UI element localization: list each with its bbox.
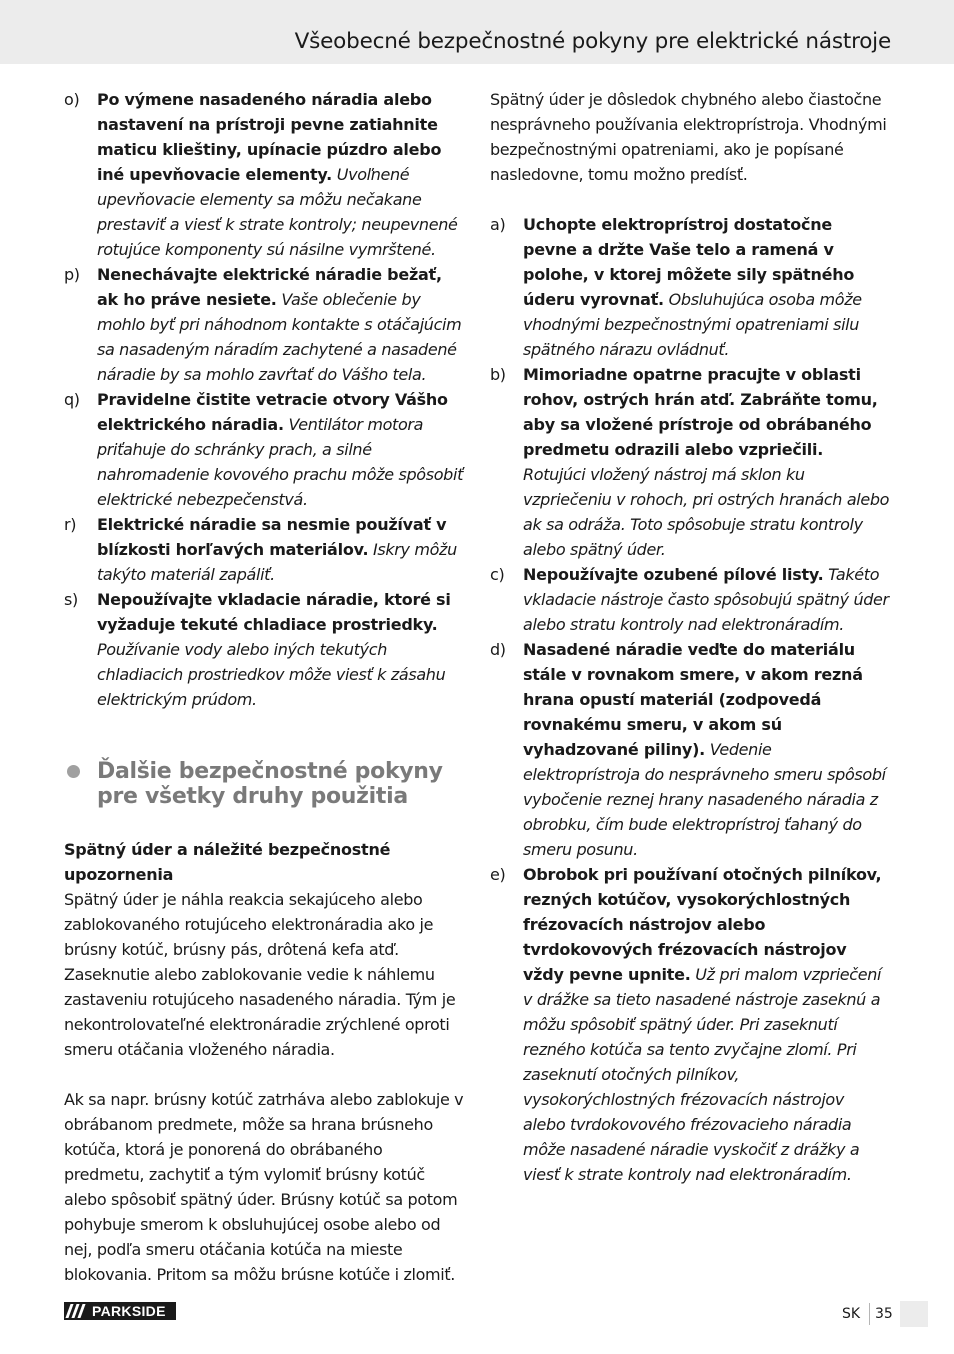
paragraph: Ak sa napr. brúsny kotúč zatrháva alebo zablokuje v obrábanom predmete, môže sa hrana brúsneho kotúča, ktorá je ponorená do obrábaného predmetu, zachytiť a tým vylomiť brúsny kotúč alebo spôsobiť spätný úder. Brúsny kotúč sa potom pohybuje smerom k obsluhujúcej osobe alebo od nej, podľa smeru otáčania kotúča na mieste blokovania. Pritom sa môžu brúsne kotúče i zlomiť. (64, 1090, 464, 1284)
item-italic-text: Uvoľnené upevňovacie elementy sa môžu nečakane prestaviť a viesť k strate kontroly; neupevnené rotujúce komponenty sú násilne vymrštené. (97, 165, 458, 259)
item-marker: r) (64, 515, 77, 534)
list-item (64, 387, 464, 512)
list-item (490, 862, 890, 1187)
footer-tab (900, 1301, 928, 1327)
item-italic-text: Vedenie elektroprístroja do nesprávneho smeru spôsobí vybočenie reznej hrany nasadeného náradia z obrobku, čím bude elektroprístroj ťahaný do smeru posunu. (523, 740, 886, 859)
item-marker: b) (490, 365, 506, 384)
language-code: SK (842, 1306, 861, 1322)
paragraph: Spätný úder je náhla reakcia sekajúceho alebo zablokovaného rotujúceho elektronáradia ako je brúsny kotúč, brúsny pás, drôtená kefa atď. Zaseknutie alebo zablokovanie vedie k náhlemu zastaveniu rotujúceho nasadeného náradia. Tým je nekontrolovateľné elektronáradie zrýchlené oproti smeru otáčania vloženého náradia. (64, 890, 456, 1059)
list-item (490, 562, 890, 637)
item-marker: a) (490, 215, 506, 234)
list-item (64, 262, 464, 387)
item-bold-text: Elektrické náradie sa nesmie používať v blízkosti horľavých materiálov. (97, 515, 447, 559)
intro-paragraph: Spätný úder je dôsledok chybného alebo čiastočne nesprávneho používania elektroprístroja. Vhodnými bezpečnostnými opatreniami, ako je popísané nasledovne, tomu možno predísť. (490, 90, 887, 184)
item-italic-text: Používanie vody alebo iných tekutých chladiacich prostriedkov môže viesť k zásahu elektrickým prúdom. (97, 640, 446, 709)
footer-divider (869, 1303, 870, 1325)
item-bold-text: Nenechávajte elektrické náradie bežať, ak ho práve nesiete. (97, 265, 442, 309)
logo-text: PARKSIDE (92, 1303, 166, 1319)
item-marker: p) (64, 265, 80, 284)
section-heading-line: pre všetky druhy použitia (97, 784, 408, 809)
item-marker: e) (490, 865, 506, 884)
item-bold-text: Mimoriadne opatrne pracujte v oblasti rohov, ostrých hrán atď. Zabráňte tomu, aby sa vložené prístroje od obrábaného predmetu odrazili alebo vzpriečili. (523, 365, 878, 459)
item-marker: o) (64, 90, 80, 109)
left-column (64, 87, 464, 1287)
bullet-icon (67, 765, 80, 778)
list-item (490, 637, 890, 862)
right-column (490, 87, 890, 1187)
item-italic-text: Vaše oblečenie by mohlo byť pri náhodnom kontakte s otáčajúcim sa nasadeným náradím zachytené a nasadené náradie by sa mohlo zavŕtať do Vášho tela. (97, 290, 462, 384)
list-item (64, 512, 464, 587)
item-marker: d) (490, 640, 506, 659)
item-bold-text: Uchopte elektroprístroj dostatočne pevne a držte Vaše telo a ramená v polohe, v ktorej môžete sily spätného úderu vyrovnať. (523, 215, 855, 309)
list-item (64, 587, 464, 712)
item-bold-text: Nepoužívajte ozubené pílové listy. (523, 565, 824, 584)
item-bold-text: Nasadené náradie veďte do materiálu stále v rovnakom smere, v akom rezná hrana opustí materiál (zodpovedá rovnakému smeru, v akom sú vyhadzované piliny). (523, 640, 863, 759)
item-italic-text: Obsluhujúca osoba môže vhodnými bezpečnostnými opatreniami silu spätného nárazu ovládnuť. (523, 290, 862, 359)
item-bold-text: Obrobok pri používaní otočných pilníkov, rezných kotúčov, vysokorýchlostných frézovacích nástrojov alebo tvrdokovových frézovacích nástrojov vždy pevne upnite. (523, 865, 882, 984)
item-bold-text: Po výmene nasadeného náradia alebo nastavení na prístroji pevne zatiahnite maticu klieštiny, upínacie púzdro alebo iné upevňovacie elementy. (97, 90, 442, 184)
item-italic-text: Takéto vkladacie nástroje často spôsobujú spätný úder alebo stratu kontroly nad elektronáradím. (523, 565, 889, 634)
brand-logo (64, 1302, 176, 1320)
page-number: 35 (875, 1306, 893, 1322)
subheading: Spätný úder a náležité bezpečnostné upozornenia (64, 840, 391, 884)
section-heading-line: Ďalšie bezpečnostné pokyny (97, 759, 443, 784)
page-header (0, 0, 954, 64)
item-bold-text: Nepoužívajte vkladacie náradie, ktoré si vyžaduje tekuté chladiace prostriedky. (97, 590, 451, 634)
item-marker: s) (64, 590, 78, 609)
item-italic-text: Rotujúci vložený nástroj má sklon ku vzpriečeniu v rohoch, pri ostrých hranách alebo ak sa odráža. Toto spôsobuje stratu kontroly alebo spätný úder. (523, 465, 890, 559)
item-italic-text: Už pri malom vzpriečení v drážke sa tieto nasadené nástroje zaseknú a môžu spôsobiť spätný úder. Pri zaseknutí rezného kotúča sa tento zvyčajne zlomí. Pri zaseknutí otočných pilníkov, vysokorýchlostných frézovacích nástrojov alebo tvrdokovového frézovacieho náradia môže nasadené náradie vyskočiť z drážky a viesť k strate kontroly nad elektronáradím. (523, 965, 882, 1184)
list-item (64, 87, 464, 262)
page-title: Všeobecné bezpečnostné pokyny pre elektrické nástroje (294, 29, 891, 54)
item-marker: q) (64, 390, 80, 409)
item-bold-text: Pravidelne čistite vetracie otvory Vášho elektrického náradia. (97, 390, 448, 434)
item-italic-text: Ventilátor motora priťahuje do schránky prach, a silné nahromadenie kovového prachu môže spôsobiť elektrické nebezpečenstvá. (97, 415, 463, 509)
list-item (490, 362, 890, 562)
logo-stripes-icon (68, 1304, 86, 1318)
section-heading (64, 759, 464, 809)
list-item (490, 212, 890, 362)
item-marker: c) (490, 565, 505, 584)
item-italic-text: Iskry môžu takýto materiál zapáliť. (97, 540, 457, 584)
